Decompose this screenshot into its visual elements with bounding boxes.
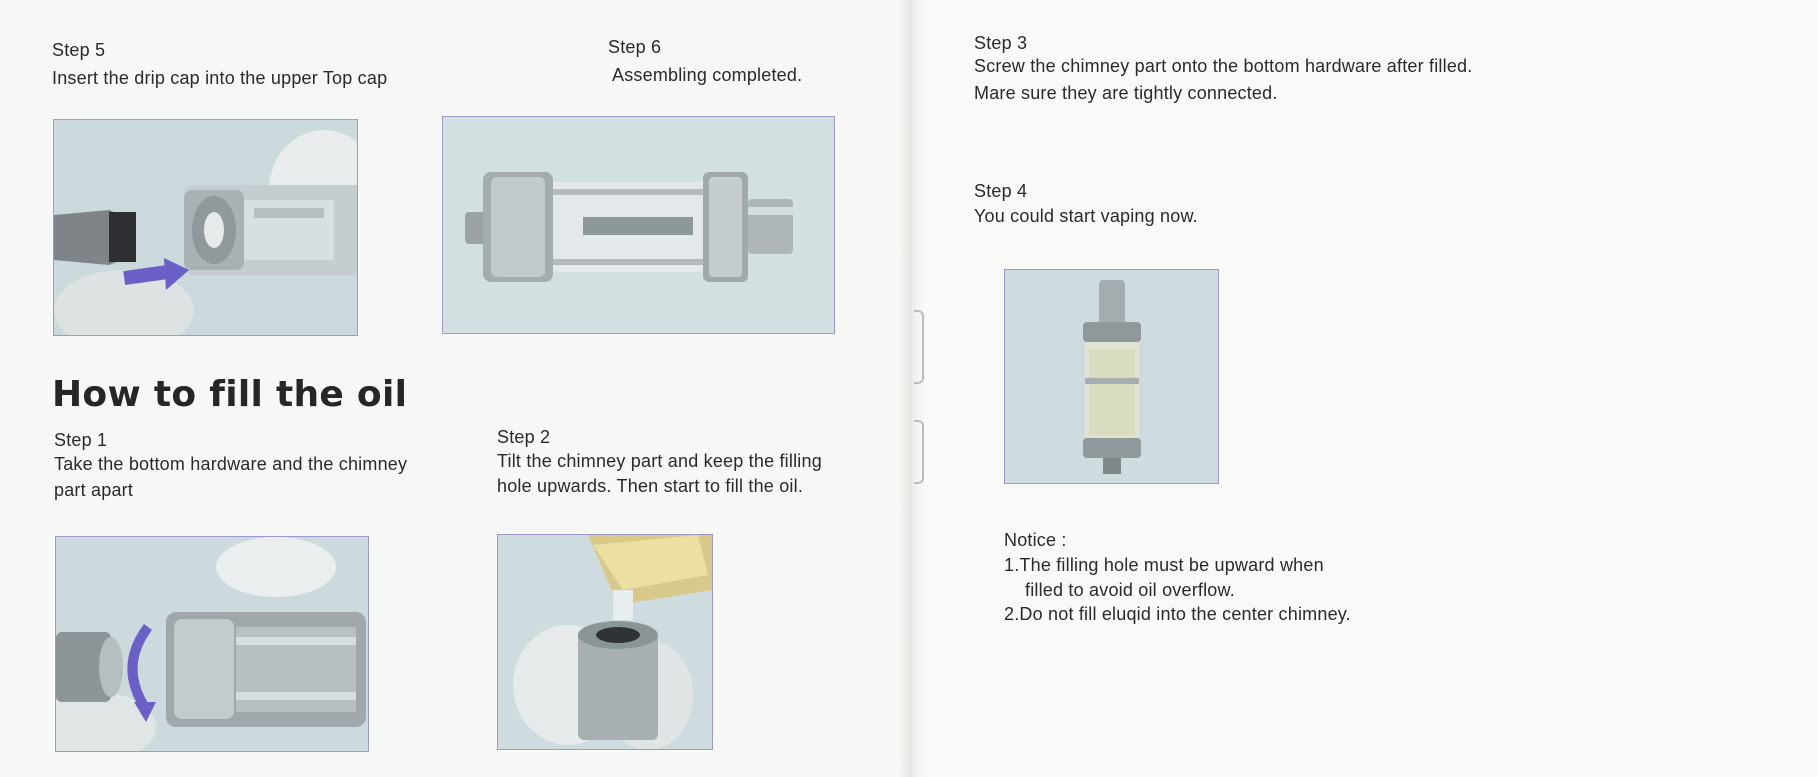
step3-line1: Screw the chimney part onto the bottom hardware after filled.: [974, 56, 1473, 76]
notice-item1-line1: 1.The filling hole must be upward when: [1004, 555, 1324, 575]
step3-label: Step 3: [974, 33, 1028, 53]
notice-item1-line2: filled to avoid oil overflow.: [1025, 580, 1235, 600]
step1-label: Step 1: [54, 430, 108, 450]
step4-text: You could start vaping now.: [974, 206, 1198, 226]
step6-photo: [442, 116, 835, 334]
notice-title: Notice :: [1004, 530, 1067, 550]
step5-label: Step 5: [52, 40, 106, 60]
step4-photo: [1004, 269, 1219, 484]
booklet-spine: [900, 0, 924, 777]
step2-label: Step 2: [497, 427, 551, 447]
step1-photo: [55, 536, 369, 752]
step2-line1: Tilt the chimney part and keep the filling: [497, 451, 822, 471]
step5-text: Insert the drip cap into the upper Top cap: [52, 68, 388, 88]
step6-text: Assembling completed.: [612, 65, 803, 85]
step4-label: Step 4: [974, 181, 1028, 201]
notice-item2: 2.Do not fill eluqid into the center chimney.: [1004, 604, 1351, 624]
staple-bottom: [914, 420, 924, 484]
step1-line1: Take the bottom hardware and the chimney: [54, 454, 408, 474]
section-heading: How to fill the oil: [52, 374, 408, 415]
step3-line2: Mare sure they are tightly connected.: [974, 83, 1278, 103]
step5-photo: [53, 119, 358, 336]
step2-photo: [497, 534, 713, 750]
step1-line2: part apart: [54, 480, 134, 500]
step6-label: Step 6: [608, 37, 662, 57]
staple-top: [914, 310, 924, 384]
step2-line2: hole upwards. Then start to fill the oil.: [497, 476, 804, 496]
